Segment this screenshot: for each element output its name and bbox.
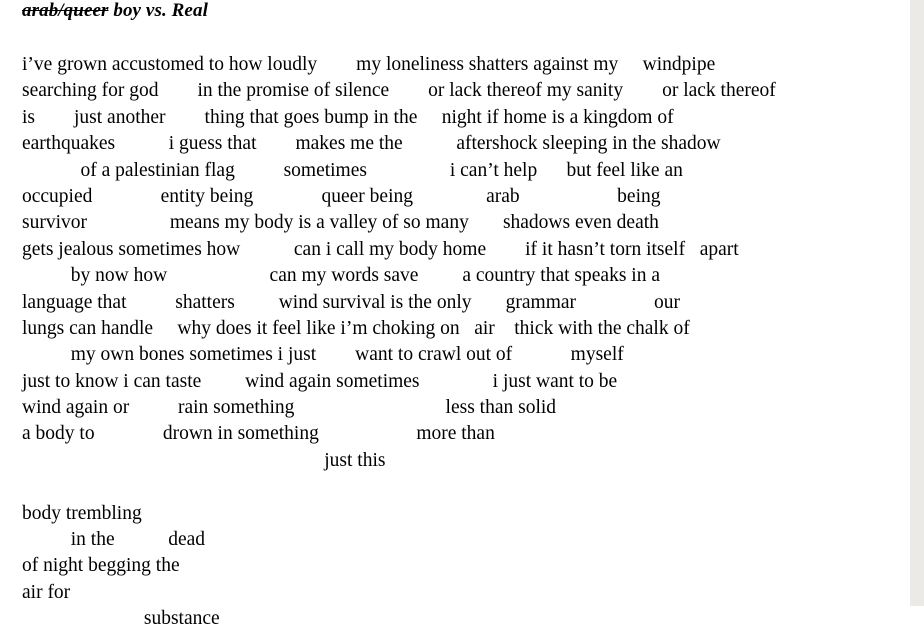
page-right-gutter: [910, 0, 924, 606]
poem-body: [22, 52, 912, 633]
poem-line: survivor means my body is a valley of so many shadows even death: [22, 212, 659, 234]
poem-line: body trembling: [22, 502, 142, 524]
page-title: [22, 0, 208, 22]
poem-line: of night begging the: [22, 555, 180, 577]
poem-line: substance: [22, 608, 220, 630]
poem-line: in the dead: [22, 529, 206, 551]
page-title-remainder: boy vs. Real: [108, 0, 208, 21]
poem-line-blank: [22, 474, 912, 500]
poem-line: is just another thing that goes bump in the night if home is a kingdom of: [22, 106, 674, 128]
poem-line: occupied entity being queer being arab being: [22, 185, 661, 207]
poem-line: a body to drown in something more than: [22, 423, 495, 445]
poem-line: searching for god in the promise of silence or lack thereof my sanity or lack thereof: [22, 80, 776, 102]
poem-line: just to know i can taste wind again sometimes i just want to be: [22, 370, 618, 392]
poem-line: by now how can my words save a country that speaks in a: [22, 265, 660, 287]
poem-line: wind again or rain something less than solid: [22, 397, 557, 419]
poem-line: my own bones sometimes i just want to crawl out of myself: [22, 344, 624, 366]
poem-line: earthquakes i guess that makes me the aftershock sleeping in the shadow: [22, 133, 721, 155]
poem-line: lungs can handle why does it feel like i’m choking on air thick with the chalk of: [22, 317, 690, 339]
poem-line: just this: [22, 449, 386, 471]
page-title-struck-text: arab/queer: [22, 0, 109, 21]
poem-line: air for: [22, 581, 71, 603]
poem-line: i’ve grown accustomed to how loudly my loneliness shatters against my windpipe: [22, 54, 716, 75]
poem-line: language that shatters wind survival is the only grammar our: [22, 291, 681, 313]
poem-line: of a palestinian flag sometimes i can’t help but feel like an: [22, 159, 683, 181]
poem-line: gets jealous sometimes how can i call my body home if it hasn’t torn itself apart: [22, 238, 739, 260]
